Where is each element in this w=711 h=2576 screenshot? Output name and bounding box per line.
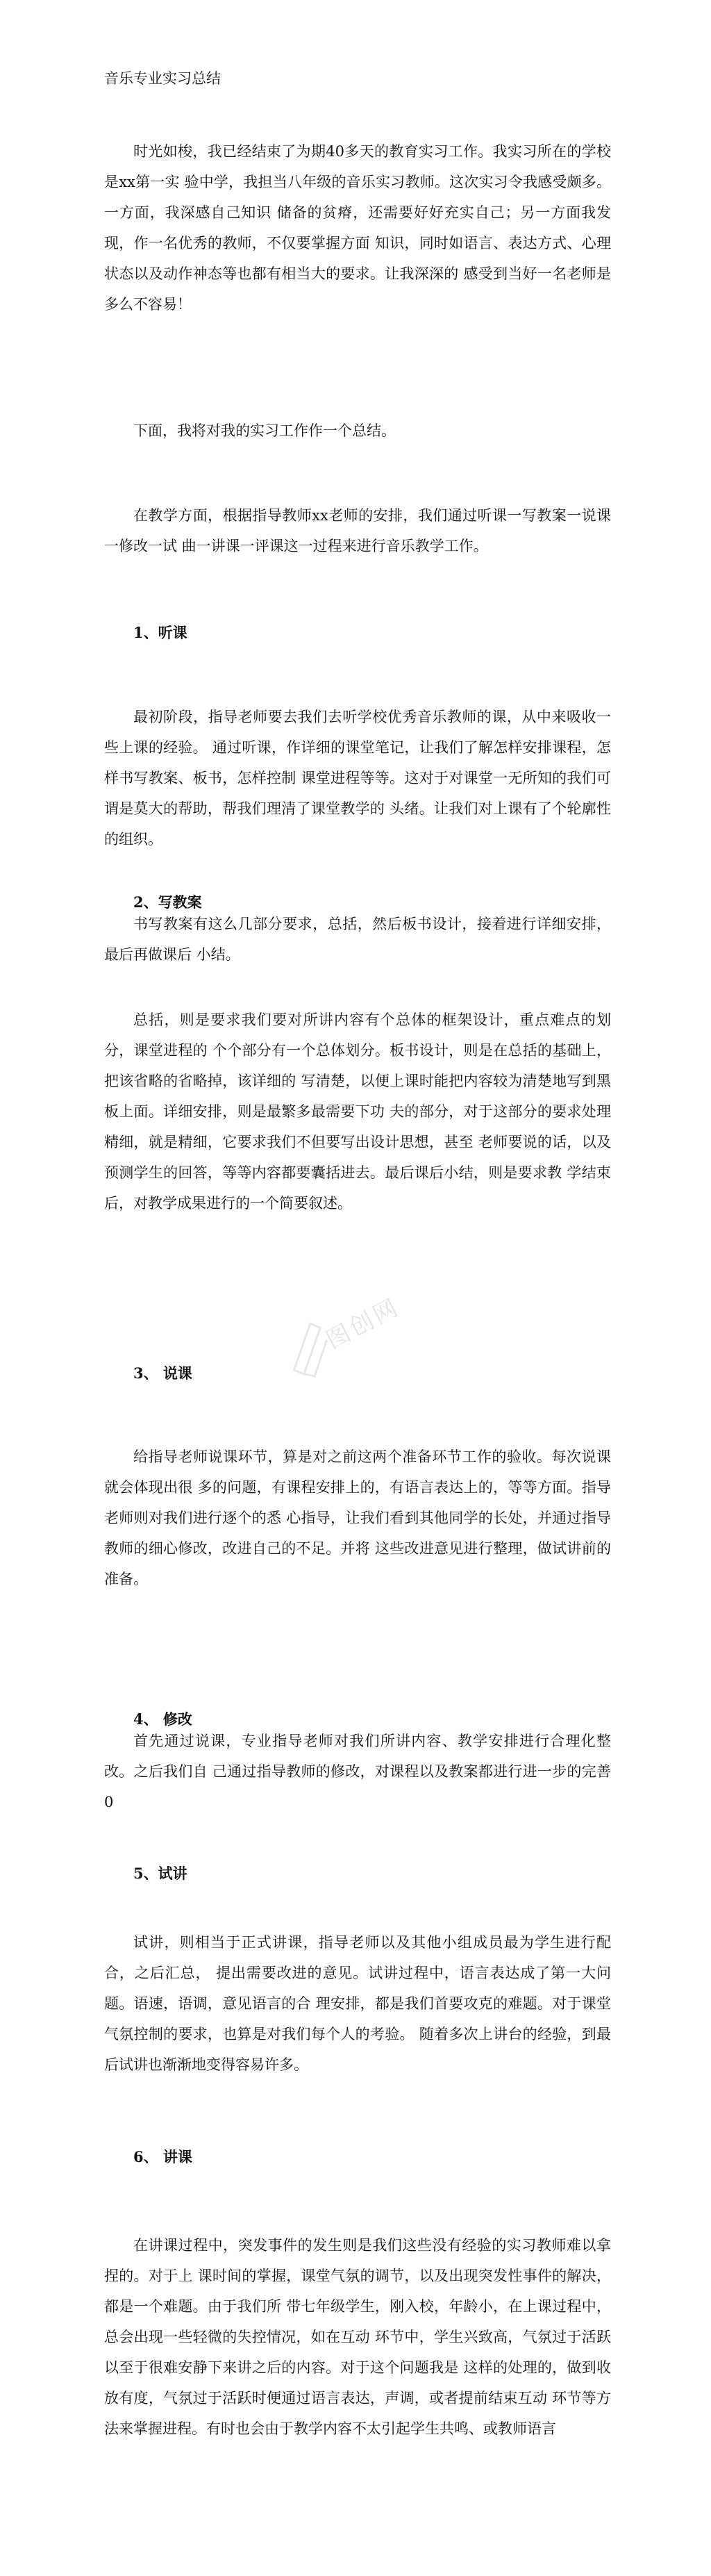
heading-presentation: 3、 说课 <box>133 1364 192 1382</box>
lesson-plan-detail-paragraph: 总括，则是要求我们要对所讲内容有个总体的框架设计，重点难点的划分，课堂进程的 个个部分有一个总体划分。板书设计，则是在总括的基础上，把该省略的省略掉，该详细的 写清楚，以便上课时能把内容较为清楚地写到黑板上面。详细安排，则是最繁多最需要下功 夫的部分，对于这部分的要求处理精细，就是精细，它要求我们不但要写出设计思想，甚至 老师要说的话，以及预测学生的回答，等等内容都要囊括进去。最后课后小结，则是要求教 学结束后，对教学成果进行的一个简要叙述。 <box>104 1012 611 1212</box>
watermark-text: 图创网 <box>321 1293 405 1355</box>
revision-paragraph: 首先通过说课，专业指导老师对我们所讲内容、教学安排进行合理化整改。之后我们自 己通过指导教师的修改，对课程以及教案都进行进一步的完善0 <box>104 1733 611 1810</box>
presentation-paragraph: 给指导老师说课环节，算是对之前这两个准备环节工作的验收。每次说课就会体现出很 多的问题，有课程安排上的，有语言表达上的，等等方面。指导老师则对我们进行逐个的悉 心指导，让我们看到其他同学的长处，并通过指导教师的细心修改，改进自己的不足。并将 这些改进意见进行整理，做试讲前的准备。 <box>104 1448 611 1587</box>
summary-intro-paragraph: 下面，我将对我的实习工作作一个总结。 <box>133 422 396 439</box>
heading-lesson-plan: 2、写教案 <box>133 893 202 911</box>
heading-trial: 5、试讲 <box>133 1865 187 1882</box>
watermark <box>269 1257 453 1403</box>
listening-paragraph: 最初阶段，指导老师要去我们去听学校优秀音乐教师的课，从中来吸收一些上课的经验。 通过听课，作详细的课堂笔记，让我们了解怎样安排课程，怎样书写教案、板书，怎样控制 课堂进程等等。这对于对课堂一无所知的我们可谓是莫大的帮助，帮我们理清了课堂教学的 头绪。让我们对上课有了个轮廓性的组织。 <box>104 709 611 848</box>
heading-revision: 4、 修改 <box>133 1710 192 1728</box>
document-title: 音乐专业实习总结 <box>104 70 221 87</box>
lesson-plan-paragraph: 书写教案有这么几部分要求，总括，然后板书设计，接着进行详细安排，最后再做课后 小结。 <box>104 916 611 963</box>
intro-paragraph: 时光如梭，我已经结束了为期40多天的教育实习工作。我实习所在的学校是xx第一实 验中学，我担当八年级的音乐实习教师。这次实习令我感受颇多。一方面，我深感自己知识 储备的贫瘠，还需要好好充实自己；另一方面我发现，作一名优秀的教师，不仅要掌握方面 知识，同时如语言、表达方式、心理状态以及动作神态等也都有相当大的要求。让我深深的 感受到当好一名老师是多么不容易！ <box>104 143 611 313</box>
heading-listening: 1、听课 <box>133 624 187 641</box>
teaching-paragraph: 在教学方面，根据指导教师xx老师的安排，我们通过听课一写教案一说课一修改一试 曲一讲课一评课这一过程来进行音乐教学工作。 <box>104 507 611 554</box>
lecture-paragraph: 在讲课过程中，突发事件的发生则是我们这些没有经验的实习教师难以拿捏的。对于上 课时间的掌握，课堂气氛的调节，以及出现突发性事件的解决，都是一个难题。由于我们所 带七年级学生，刚入校，年龄小，在上课过程中，总会出现一些轻微的失控情况，如在互动 环节中，学生兴致高，气氛过于活跃以至于很难安静下来讲之后的内容。对于这个问题我是 这样的处理的，做到收放有度，气氛过于活跃时便通过语言表达，声调，或者提前结束互动 环节等方法来掌握进程。有时也会由于教学内容不太引起学生共鸣、或教师语言 <box>104 2237 611 2437</box>
heading-lecture: 6、 讲课 <box>133 2148 192 2165</box>
trial-paragraph: 试讲，则相当于正式讲课，指导老师以及其他小组成员最为学生进行配合，之后汇总， 提出需要改进的意见。试讲过程中，语言表达成了第一大问题。语速，语调，意见语言的合 理安排，都是我们首要攻克的难题。对于课堂气氛控制的要求，也算是对我们每个人的考验。 随着多次上讲台的经验，到最后试讲也渐渐地变得容易许多。 <box>104 1934 611 2073</box>
